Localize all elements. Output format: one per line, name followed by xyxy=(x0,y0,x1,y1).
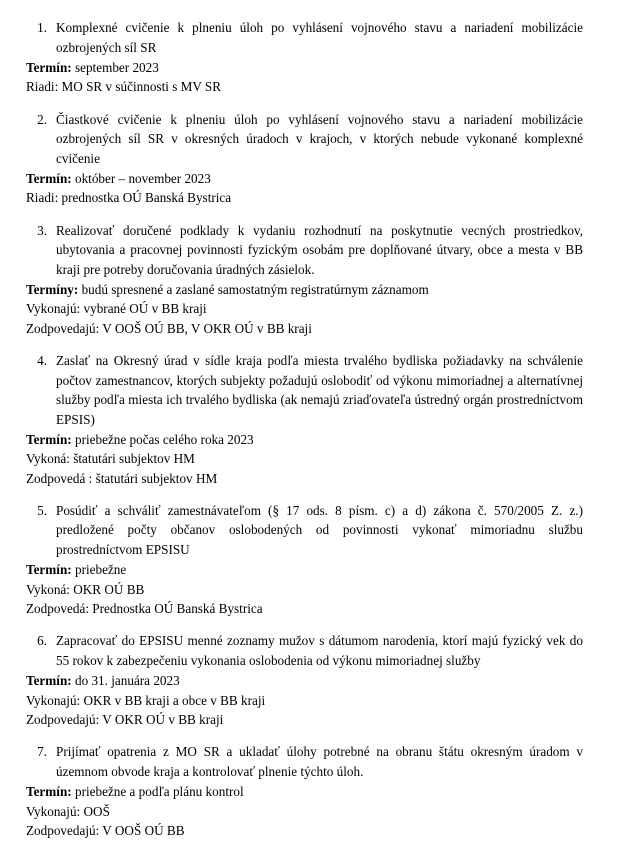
meta-line xyxy=(26,280,585,299)
list-item-number: 7. xyxy=(37,744,47,760)
list-item-text: Komplexné cvičenie k plneniu úloh po vyhlásení vojnového stavu a nariadení mobilizácie ozbrojených síl SR xyxy=(56,20,583,55)
meta-value: september 2023 xyxy=(71,60,159,75)
list-item-text: Zaslať na Okresný úrad v sídle kraja podľa miesta trvalého bydliska požiadavky na schválenie počtov zamestnancov, ktorých subjekty požadujú oslobodiť od výkonu mimoriadnej a alternatívnej služby podľa miesta ich trvalého bydliska (ak nemajú zriaďovateľa ústredný orgán prostredníctvom EPSIS) xyxy=(56,353,583,427)
meta-label: Zodpovedá: xyxy=(26,601,89,617)
meta-label: Vykonajú: xyxy=(26,301,81,317)
meta-line xyxy=(26,671,585,690)
meta-line xyxy=(26,319,585,338)
meta-line xyxy=(26,188,585,207)
list-item-body xyxy=(26,110,585,169)
meta-line xyxy=(26,449,585,468)
meta-label: Zodpovedajú: xyxy=(26,822,100,838)
meta-value: štatutári subjektov HM xyxy=(92,470,218,486)
meta-value: OOŠ xyxy=(80,803,110,819)
meta-label: Vykonajú: xyxy=(26,803,81,819)
meta-line xyxy=(26,802,585,821)
list-item xyxy=(26,110,585,219)
item-spacer xyxy=(26,488,585,499)
meta-value: V OKR OÚ v BB kraji xyxy=(99,711,224,727)
meta-value: MO SR v súčinnosti s MV SR xyxy=(58,79,222,95)
meta-line xyxy=(26,782,585,801)
meta-label: Zodpovedá : xyxy=(26,470,93,486)
item-spacer xyxy=(26,729,585,740)
list-item-body xyxy=(26,221,585,280)
list-item-number: 2. xyxy=(37,111,47,127)
list-item-meta-block xyxy=(26,430,585,488)
list-item xyxy=(26,742,585,848)
meta-value: OKR v BB kraji a obce v BB kraji xyxy=(80,692,266,708)
list-item-meta-block xyxy=(26,560,585,618)
list-item-number: 5. xyxy=(37,502,47,518)
meta-line xyxy=(26,469,585,488)
list-item-body xyxy=(26,742,585,781)
meta-value: Prednostka OÚ Banská Bystrica xyxy=(89,601,263,617)
list-item-meta-block xyxy=(26,280,585,338)
meta-label: Termín: xyxy=(26,432,72,448)
meta-value: do 31. januára 2023 xyxy=(71,673,180,689)
meta-line xyxy=(26,821,585,840)
meta-value: OKR OÚ BB xyxy=(69,581,145,597)
list-item-text: Realizovať doručené podklady k vydaniu rozhodnutí na poskytnutie vecných prostriedkov, ubytovania a pracovnej povinnosti fyzickým osobám pre doplňované útvary, obce a mesta v BB kraji pre potreby doručovania úradných zásielok. xyxy=(56,222,583,277)
list-item xyxy=(26,501,585,629)
list-item-number: 3. xyxy=(37,222,47,238)
meta-value: prednostka OÚ Banská Bystrica xyxy=(58,190,232,206)
item-spacer xyxy=(26,208,585,219)
meta-label: Vykoná: xyxy=(26,581,70,597)
meta-line xyxy=(26,299,585,318)
meta-value: V OOŠ OÚ BB xyxy=(99,822,185,838)
meta-label: Termín: xyxy=(26,784,72,800)
meta-label: Vykonajú: xyxy=(26,692,81,708)
meta-value: priebežne xyxy=(71,562,127,578)
meta-line xyxy=(26,580,585,599)
meta-line xyxy=(26,691,585,710)
list-item-body xyxy=(26,351,585,429)
meta-line xyxy=(26,599,585,618)
list-item-meta-block xyxy=(26,671,585,729)
list-item-body xyxy=(26,631,585,670)
meta-label: Zodpovedajú: xyxy=(26,320,100,336)
meta-line xyxy=(26,169,585,188)
meta-value: vybrané OÚ v BB kraji xyxy=(80,301,207,317)
meta-line xyxy=(26,710,585,729)
list-item-number: 1. xyxy=(37,20,47,35)
meta-label: Vykoná: xyxy=(26,451,70,467)
meta-label: Termíny: xyxy=(26,282,79,298)
list-item-meta-block xyxy=(26,58,585,97)
list-item-text: Zapracovať do EPSISU menné zoznamy mužov s dátumom narodenia, ktorí majú fyzický vek do 55 rokov k zabezpečeniu vykonania oslobodenia od výkonu mimoriadnej služby xyxy=(56,633,583,668)
list-item-meta-block xyxy=(26,169,585,208)
meta-label: Riadi: xyxy=(26,190,59,206)
list-item-body xyxy=(26,18,585,57)
list-item-body xyxy=(26,501,585,560)
item-spacer xyxy=(26,840,585,848)
meta-line xyxy=(26,430,585,449)
meta-label: Termín: xyxy=(26,562,72,578)
meta-line xyxy=(26,77,585,96)
list-item-number: 4. xyxy=(37,353,47,369)
list-item-text: Posúdiť a schváliť zamestnávateľom (§ 17 ods. 8 písm. c) a d) zákona č. 570/2005 Z. z.) predložené počty občanov oslobodených od povinnosti vykonať mimoriadnu službu prostredníctvom EPSISU xyxy=(56,502,583,557)
meta-label: Termín: xyxy=(26,171,72,187)
meta-label: Termín: xyxy=(26,673,72,689)
list-item-number: 6. xyxy=(37,633,47,649)
meta-value: V OOŠ OÚ BB, V OKR OÚ v BB kraji xyxy=(99,320,312,336)
meta-line xyxy=(26,560,585,579)
meta-value: štatutári subjektov HM xyxy=(69,451,195,467)
meta-label: Riadi: xyxy=(26,79,59,95)
list-item-text: Prijímať opatrenia z MO SR a ukladať úlohy potrebné na obranu štátu okresným úradom v územnom obvode kraja a kontrolovať plnenie týchto úloh. xyxy=(56,744,583,779)
list-item xyxy=(26,221,585,349)
list-item xyxy=(26,351,585,499)
list-item xyxy=(26,18,585,108)
meta-value: priebežne a podľa plánu kontrol xyxy=(71,784,244,800)
meta-value: priebežne počas celého roka 2023 xyxy=(71,432,254,448)
meta-label: Termín: xyxy=(26,60,72,75)
meta-label: Zodpovedajú: xyxy=(26,711,100,727)
item-spacer xyxy=(26,618,585,629)
list-item-meta-block xyxy=(26,782,585,840)
item-spacer xyxy=(26,97,585,108)
meta-value: budú spresnené a zaslané samostatným registratúrnym záznamom xyxy=(78,282,429,298)
meta-value: október – november 2023 xyxy=(71,171,211,187)
list-item-text: Čiastkové cvičenie k plneniu úloh po vyhlásení vojnového stavu a nariadení mobilizácie ozbrojených síl SR v okresných úradoch v krajoch, v ktorých nebude vykonané komplexné cvičenie xyxy=(56,111,583,166)
item-spacer xyxy=(26,338,585,349)
list-item xyxy=(26,631,585,740)
numbered-task-list xyxy=(26,18,585,848)
meta-line xyxy=(26,58,585,77)
